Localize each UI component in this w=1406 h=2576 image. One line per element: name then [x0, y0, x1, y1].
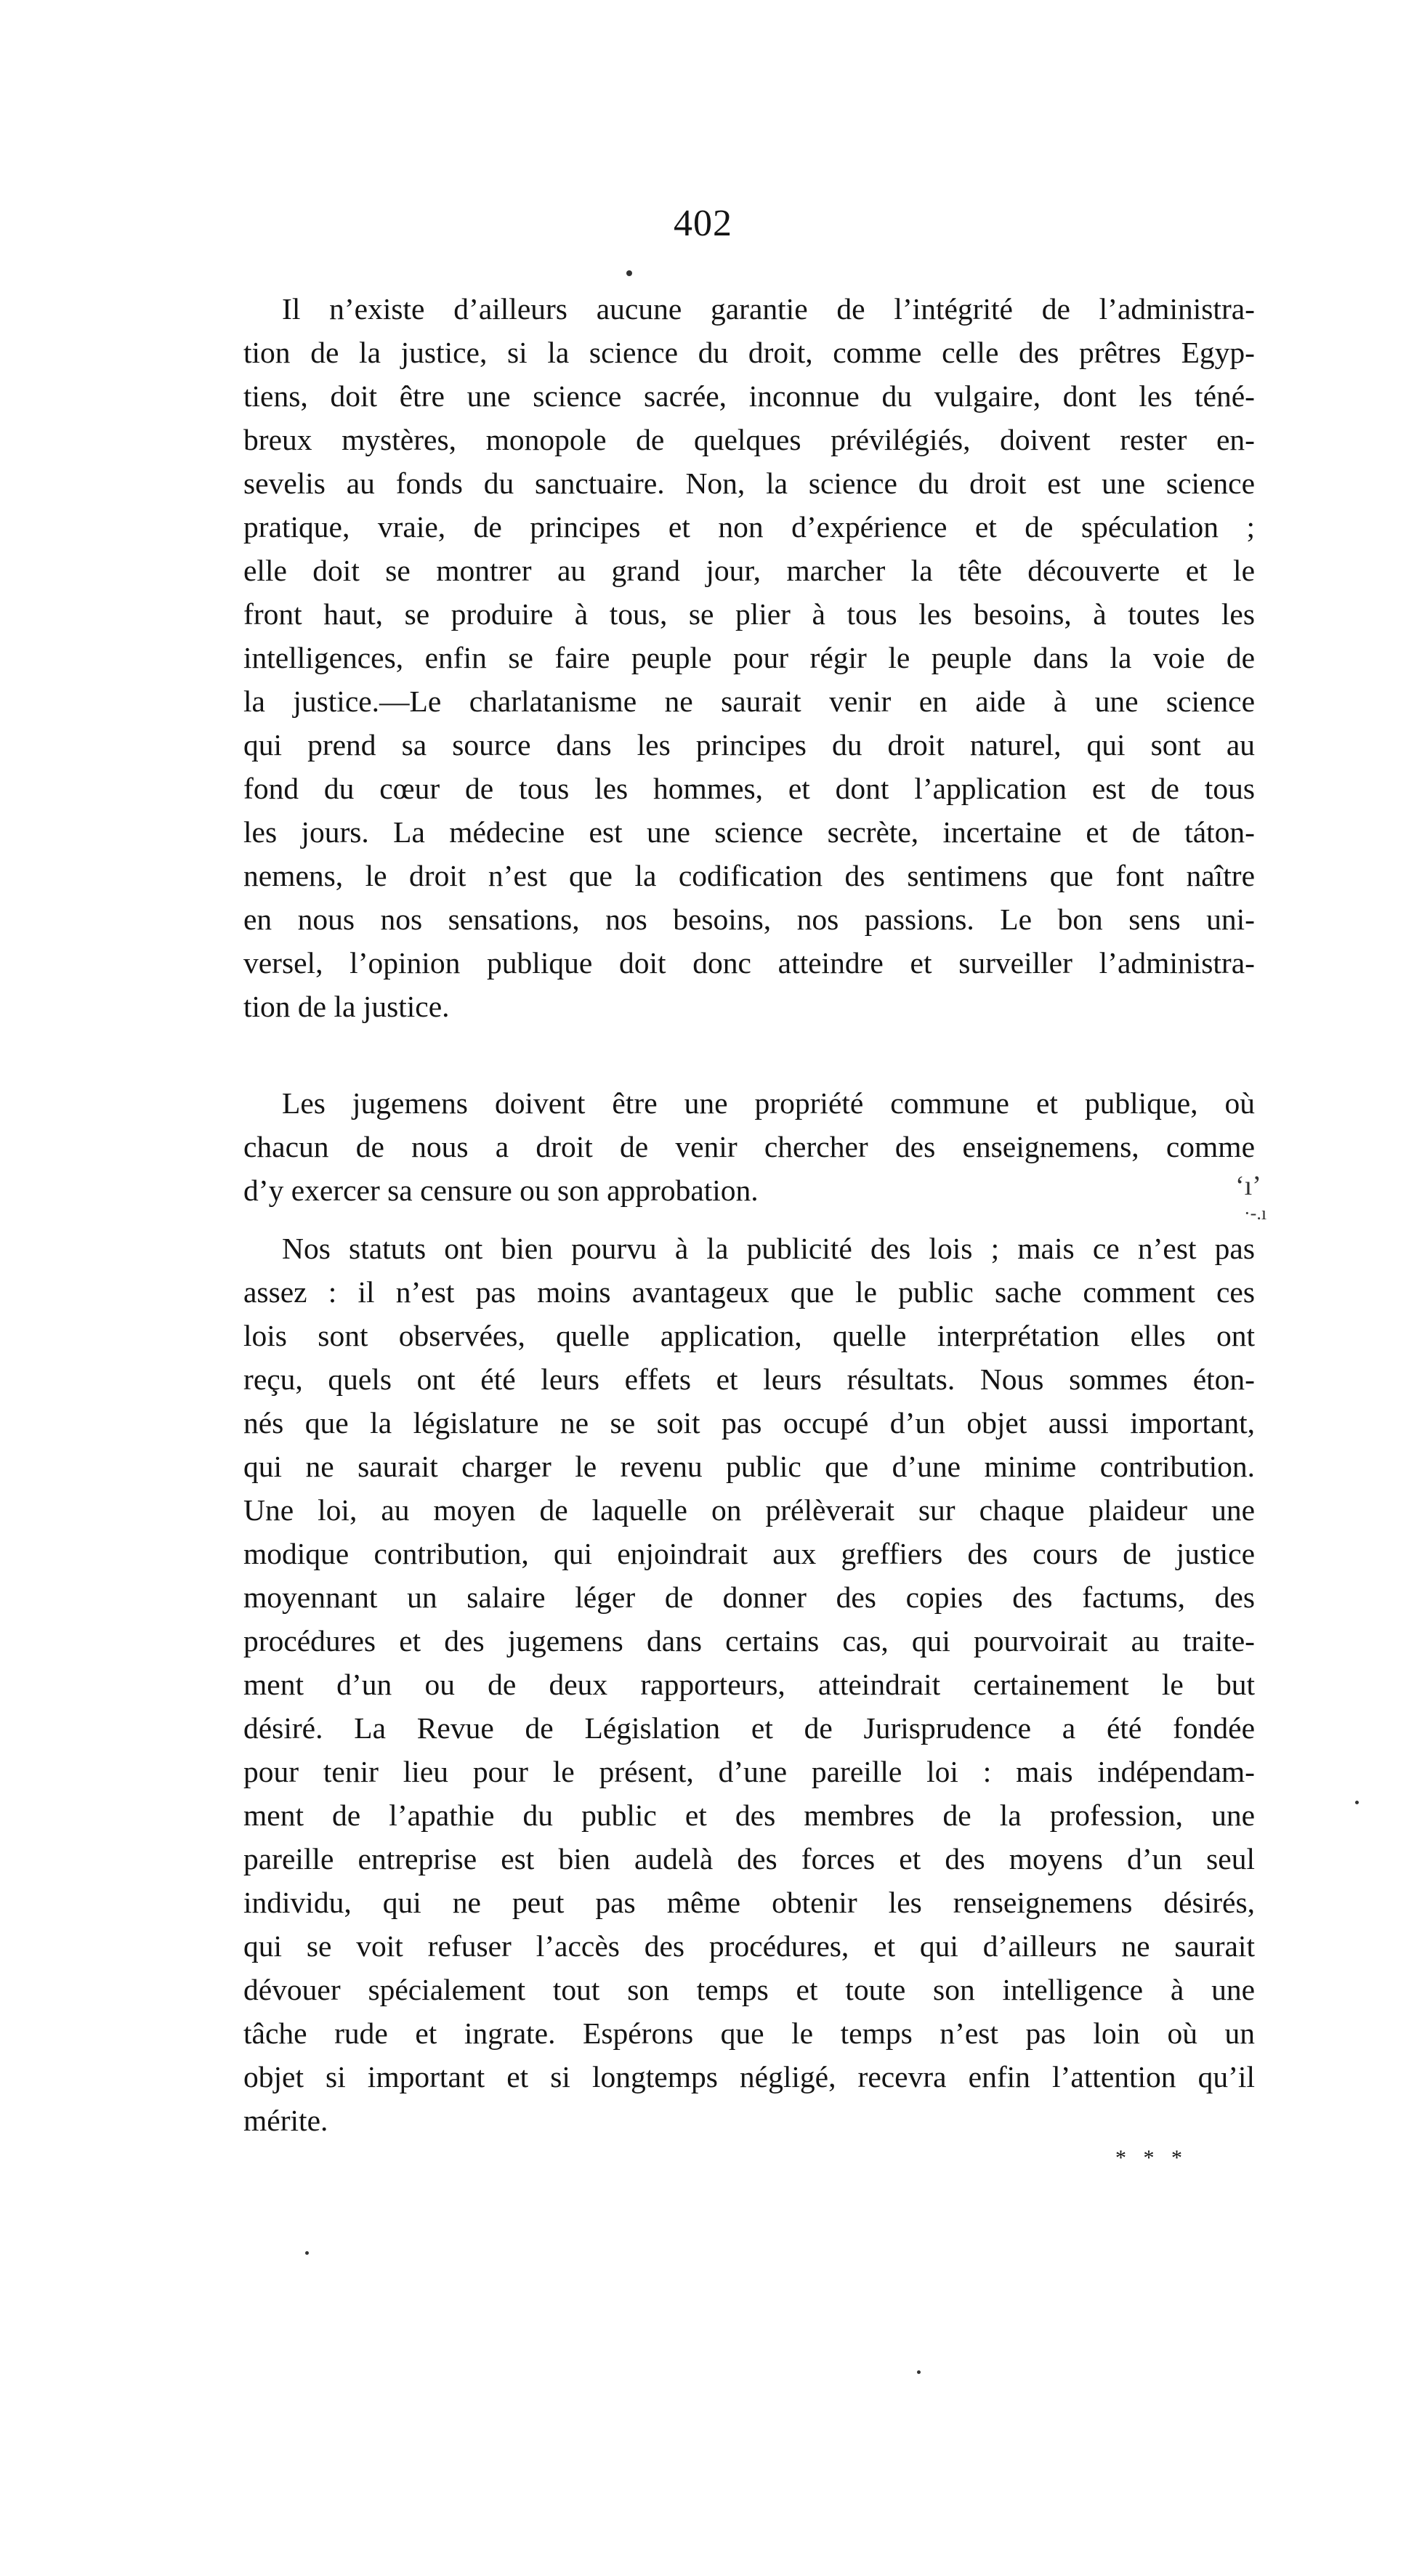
text-line: mérite.: [243, 2104, 328, 2137]
text-line: objet si important et si longtemps négligé, recevra enfin l’attention qu’il: [243, 2060, 1255, 2093]
text-line: pratique, vraie, de principes et non d’expérience et de spéculation ;: [243, 510, 1255, 544]
text-line: assez : il n’est pas moins avantageux que le public sache comment ces: [243, 1275, 1255, 1309]
text-line: pareille entreprise est bien audelà des forces et des moyens d’un seul: [243, 1842, 1255, 1876]
text-line: nés que la législature ne se soit pas occupé d’un objet aussi important,: [243, 1406, 1255, 1440]
text-line: intelligences, enfin se faire peuple pour régir le peuple dans la voie de: [243, 641, 1255, 674]
text-line: procédures et des jugemens dans certains cas, qui pourvoirait au traite-: [243, 1624, 1255, 1658]
text-line: Une loi, au moyen de laquelle on prélèverait sur chaque plaideur une: [243, 1493, 1255, 1527]
text-line: reçu, quels ont été leurs effets et leurs résultats. Nous sommes éton-: [243, 1362, 1255, 1396]
text-line: elle doit se montrer au grand jour, marcher la tête découverte et le: [243, 554, 1255, 587]
ink-speck: [305, 2251, 309, 2255]
text-line: Nos statuts ont bien pourvu à la publicité des lois ; mais ce n’est pas: [282, 1232, 1255, 1265]
text-line: qui prend sa source dans les principes du droit naturel, qui sont au: [243, 728, 1255, 762]
text-line: ment de l’apathie du public et des membres de la profession, une: [243, 1798, 1255, 1832]
text-line: tâche rude et ingrate. Espérons que le temps n’est pas loin où un: [243, 2016, 1255, 2050]
text-line: la justice.—Le charlatanisme ne saurait venir en aide à une science: [243, 685, 1255, 718]
text-line: sevelis au fonds du sanctuaire. Non, la science du droit est une science: [243, 467, 1255, 500]
text-line: versel, l’opinion publique doit donc atteindre et surveiller l’administra-: [243, 946, 1255, 980]
text-line: front haut, se produire à tous, se plier à tous les besoins, à toutes les: [243, 597, 1255, 631]
ink-speck: [1355, 1801, 1359, 1804]
text-line: chacun de nous a droit de venir chercher des enseignemens, comme: [243, 1130, 1255, 1163]
text-line: pour tenir lieu pour le présent, d’une pareille loi : mais indépendam-: [243, 1755, 1255, 1788]
text-line: en nous nos sensations, nos besoins, nos passions. Le bon sens uni-: [243, 903, 1255, 936]
text-line: qui se voit refuser l’accès des procédures, et qui d’ailleurs ne saurait: [243, 1929, 1255, 1963]
text-line: ment d’un ou de deux rapporteurs, atteindrait certainement le but: [243, 1668, 1255, 1701]
text-line: breux mystères, monopole de quelques prévilégiés, doivent rester en-: [243, 423, 1255, 456]
ink-speck: [917, 2370, 921, 2374]
text-line: lois sont observées, quelle application, quelle interprétation elles ont: [243, 1319, 1255, 1352]
ink-speck: [626, 270, 632, 276]
text-line: fond du cœur de tous les hommes, et dont l’application est de tous: [243, 772, 1255, 805]
text-line: moyennant un salaire léger de donner des copies des factums, des: [243, 1580, 1255, 1614]
text-line: les jours. La médecine est une science secrète, incertaine et de táton-: [243, 815, 1255, 849]
text-line: désiré. La Revue de Législation et de Jurisprudence a été fondée: [243, 1711, 1255, 1745]
text-line: nemens, le droit n’est que la codification des sentimens que font naître: [243, 859, 1255, 892]
text-line: tion de la justice, si la science du droit, comme celle des prêtres Egyp-: [243, 336, 1255, 369]
text-line: qui ne saurait charger le revenu public que d’une minime contribution.: [243, 1450, 1255, 1483]
text-line: modique contribution, qui enjoindrait aux greffiers des cours de justice: [243, 1537, 1255, 1570]
text-line: individu, qui ne peut pas même obtenir les renseignemens désirés,: [243, 1886, 1255, 1919]
text-line: Il n’existe d’ailleurs aucune garantie de l’intégrité de l’administra-: [282, 292, 1255, 326]
text-line: Les jugemens doivent être une propriété commune et publique, où: [282, 1086, 1255, 1120]
text-line: d’y exercer sa censure ou son approbation.: [243, 1174, 759, 1207]
text-line: tion de la justice.: [243, 990, 450, 1023]
page-number: 402: [674, 203, 732, 244]
section-end-marks: * * *: [1115, 2146, 1188, 2170]
ink-smudge: ‘ı’: [1235, 1171, 1261, 1201]
ink-smudge: ·-.ı: [1244, 1203, 1267, 1224]
text-line: tiens, doit être une science sacrée, inconnue du vulgaire, dont les téné-: [243, 379, 1255, 413]
text-line: dévouer spécialement tout son temps et toute son intelligence à une: [243, 1973, 1255, 2006]
